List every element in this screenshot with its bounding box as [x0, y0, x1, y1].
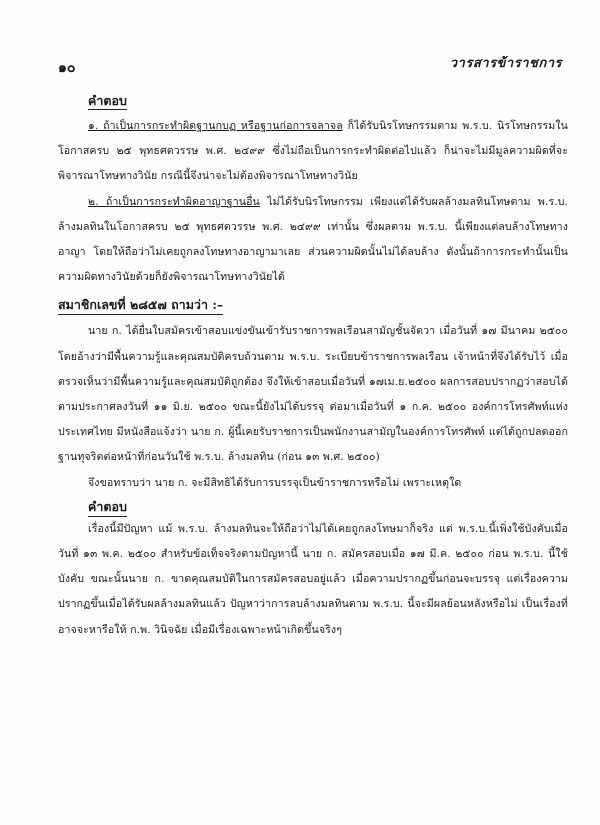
answer-2-heading: คำตอบ [88, 498, 127, 517]
answer-paragraph-2-lead: ๒. ถ้าเป็นการกระทำผิดอาญาฐานอื่น [88, 195, 260, 208]
answer-paragraph-1-body: ก็ได้รับนิรโทษกรรมตาม พ.ร.บ. นิรโทษกรรมในโอกาสครบ ๒๕ พุทธศตวรรษ พ.ศ. ๒๔๙๙ ซึ่งไม่ถือเป็นการกระทำผิดต่อไปแล้ว ก็น่าจะไม่มีมูลความผิดที่จะพิจารณาโทษทางวินัย กรณีนี้จึงน่าจะไม่ต้องพิจารณาโทษทางวินัย [58, 120, 569, 183]
page-number: ๑๐ [58, 60, 76, 76]
question-paragraph-2: จึงขอทราบว่า นาย ก. จะมีสิทธิได้รับการบรรจุเป็นข้าราชการหรือไม่ เพราะเหตุใด [88, 476, 462, 489]
question-paragraph: นาย ก. ได้ยื่นใบสมัครเข้าสอบแข่งขันเข้ารับราชการพลเรือนสามัญชั้นจัตวา เมื่อวันที่ ๑๗ มีนาคม ๒๕๐๐ โดยอ้างว่ามีพื้นความรู้และคุณสมบัติครบถ้วนตาม พ.ร.บ. ระเบียบข้าราชการพลเรือน เจ้าหน้าที่จึงได้รับไว้ เมื่อตรวจเห็นว่ามีพื้นความรู้และคุณสมบัติถูกต้อง จึงให้เข้าสอบเมื่อวันที่ ๑๗เม.ย.๒๕๐๐ ผลการสอบปรากฏว่าสอบได้ตามประกาศลงวันที่ ๑๑ มิ.ย. ๒๕๐๐ ขณะนี้ยังไม่ได้บรรจุ ต่อมาเมื่อวันที่ ๑ ก.ค. ๒๕๐๐ องค์การโทรศัพท์แห่งประเทศไทย มีหนังสือแจ้งว่า นาย ก. ผู้นี้เคยรับราชการเป็นพนักงานสามัญในองค์การโทรศัพท์ แต่ได้ถูกปลดออกฐานทุจริตต่อหน้าที่ก่อนวันใช้ พ.ร.บ. ล้างมลทิน (ก่อน ๑๓ พ.ศ. ๒๕๐๐) [58, 325, 568, 464]
running-header: วารสารข้าราชการ [449, 56, 562, 71]
answer-paragraph-2 [58, 190, 568, 291]
answer-2-paragraph: เรื่องนี้มีปัญหา แม้ พ.ร.บ. ล้างมลทินจะให้ถือว่าไม่ได้เคยถูกลงโทษมาก็จริง แต่ พ.ร.บ.นี้เพิ่งใช้บังคับเมื่อวันที่ ๑๓ พ.ค. ๒๕๐๐ สำหรับข้อเท็จจริงตามปัญหานี้ นาย ก. สมัครสอบเมื่อ ๑๗ มี.ค. ๒๕๐๐ ก่อน พ.ร.บ. นี้ใช้บังคับ ขณะนั้นนาย ก. ขาดคุณสมบัติในการสมัครสอบอยู่แล้ว เมื่อความปรากฏขึ้นก่อนจะบรรจุ แต่เรื่องความปรากฏขึ้นเมื่อได้รับผลล้างมลทินแล้ว ปัญหาว่าการลบล้างมลทินตาม พ.ร.บ. นี้จะมีผลย้อนหลังหรือไม่ เป็นเรื่องที่อาจจะหารือให้ ก.พ. วินิจฉัย เมื่อมีเรื่องเฉพาะหน้าเกิดขึ้นจริงๆ [58, 522, 568, 636]
answer-heading: คำตอบ [88, 93, 127, 108]
question-heading: สมาชิกเลขที่ ๒๘๕๗ ถามว่า :– [58, 296, 223, 315]
answer-paragraph-2-body: ไม่ได้รับนิรโทษกรรม เพียงแต่ได้รับผลล้างมลทินโทษตาม พ.ร.บ. ล้างมลทินในโอกาสครบ ๒๕ พุทธศตวรรษ พ.ศ. ๒๔๙๙ เท่านั้น ซึ่งผลตาม พ.ร.บ. นี้เพียงแต่ลบล้างโทษทางอาญา โดยให้ถือว่าไม่เคยถูกลงโทษทางอาญามาเลย ส่วนความผิดนั้นไม่ได้ลบล้าง ดังนั้นถ้าการกระทำนั้นเป็นความผิดทางวินัยด้วยก็ยังพิจารณาโทษทางวินัยได้ [58, 195, 568, 284]
page-content [58, 90, 568, 643]
answer-paragraph-1 [58, 114, 568, 190]
answer-paragraph-1-lead: ๑. ถ้าเป็นการกระทำผิดฐานกบฏ หรือฐานก่อการจลาจล [88, 120, 343, 132]
